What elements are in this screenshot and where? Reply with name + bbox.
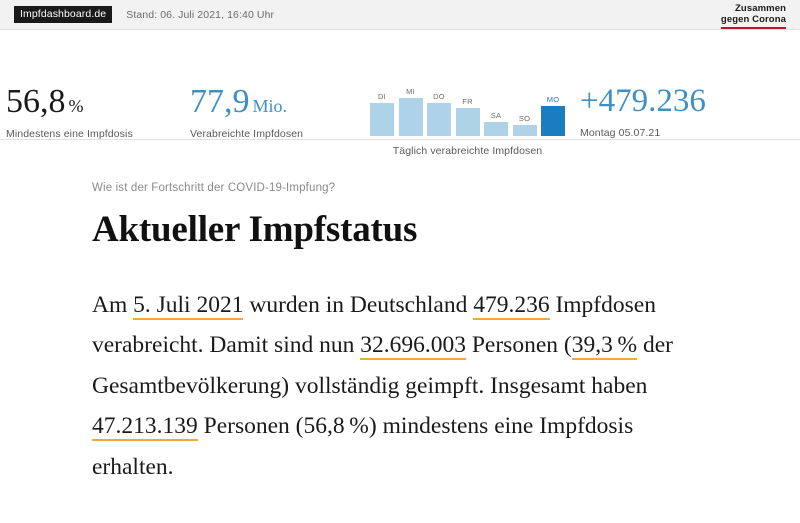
chart-bar: [456, 108, 480, 136]
status-paragraph: [92, 285, 712, 487]
chart-caption: Täglich verabreichte Impfdosen: [392, 145, 543, 157]
site-logo[interactable]: Impfdashboard.de: [14, 6, 112, 23]
chart-bar-label: SA: [490, 111, 502, 120]
weekly-doses-chart: [370, 86, 565, 157]
kpi-daily-delta: [580, 85, 706, 139]
kpi-label: Verabreichte Impfdosen: [190, 128, 304, 140]
paragraph-text: Personen (: [465, 332, 572, 359]
kpi-number: 56,8: [6, 83, 66, 120]
section-kicker: Wie ist der Fortschritt der COVID-19-Impfung?: [92, 182, 336, 194]
chart-bar-label: FR: [462, 97, 473, 106]
highlighted-figure: 5. Juli 2021: [133, 292, 244, 318]
kpi-unit: %: [68, 96, 84, 116]
paragraph-text: Am: [92, 292, 134, 318]
chart-bar-column: [399, 86, 423, 136]
chart-bar-column: [541, 86, 565, 136]
paragraph-text: Personen (56,8 %) mindestens eine Impfdosis erhalten.: [92, 413, 634, 480]
chart-bar: [399, 98, 423, 136]
kpi-strip: [0, 30, 800, 157]
kpi-unit: Mio.: [252, 96, 288, 116]
chart-bar-label: DI: [378, 92, 386, 101]
kpi-label: Mindestens eine Impfdosis: [6, 128, 133, 140]
kpi-value: [190, 85, 303, 119]
kpi-at-least-one-dose: [6, 85, 133, 140]
paragraph-text: der Gesamtbevölkerung) vollständig geimpft. Insgesamt haben: [92, 332, 674, 399]
chart-bar: [541, 106, 565, 136]
kpi-value: [580, 85, 706, 118]
chart-bars: [370, 86, 565, 136]
last-updated-text: Stand: 06. Juli 2021, 16:40 Uhr: [126, 8, 275, 21]
highlighted-figure: 479.236: [473, 292, 550, 318]
chart-bar-column: [427, 86, 451, 136]
kpi-number: 77,9: [190, 83, 250, 120]
kpi-total-doses: [190, 85, 303, 140]
highlighted-figure: 32.696.003: [360, 332, 466, 359]
chart-bar-label: SO: [518, 114, 531, 123]
chart-bar-label: MI: [406, 87, 415, 96]
kpi-number: +479.236: [580, 83, 706, 119]
top-bar: [0, 0, 800, 30]
chart-bar-column: [456, 86, 480, 136]
main-content: [0, 140, 800, 487]
chart-bar: [370, 103, 394, 136]
kpi-value: [6, 85, 133, 119]
chart-bar-column: [513, 86, 537, 136]
paragraph-text: wurden in Deutschland: [243, 292, 474, 318]
chart-bar-label: DO: [433, 92, 445, 101]
campaign-logo-line2: gegen Corona: [720, 13, 786, 25]
chart-bar: [513, 125, 537, 136]
campaign-logo-rule: [721, 27, 786, 29]
chart-bar: [427, 103, 451, 136]
chart-bar-column: [484, 86, 508, 136]
page-title: Aktueller Impfstatus: [92, 209, 418, 250]
campaign-logo-line1: Zusammen: [735, 3, 786, 14]
campaign-logo: [721, 4, 786, 29]
chart-bar-column: [370, 86, 394, 136]
kpi-label: Montag 05.07.21: [580, 127, 661, 139]
chart-bar: [484, 122, 508, 136]
paragraph-text: Impfdosen verabreicht. Damit sind nun: [92, 292, 656, 359]
highlighted-figure: 39,3 %: [571, 332, 638, 359]
chart-bar-label: MO: [546, 95, 560, 104]
highlighted-figure: 47.213.139: [92, 413, 198, 440]
